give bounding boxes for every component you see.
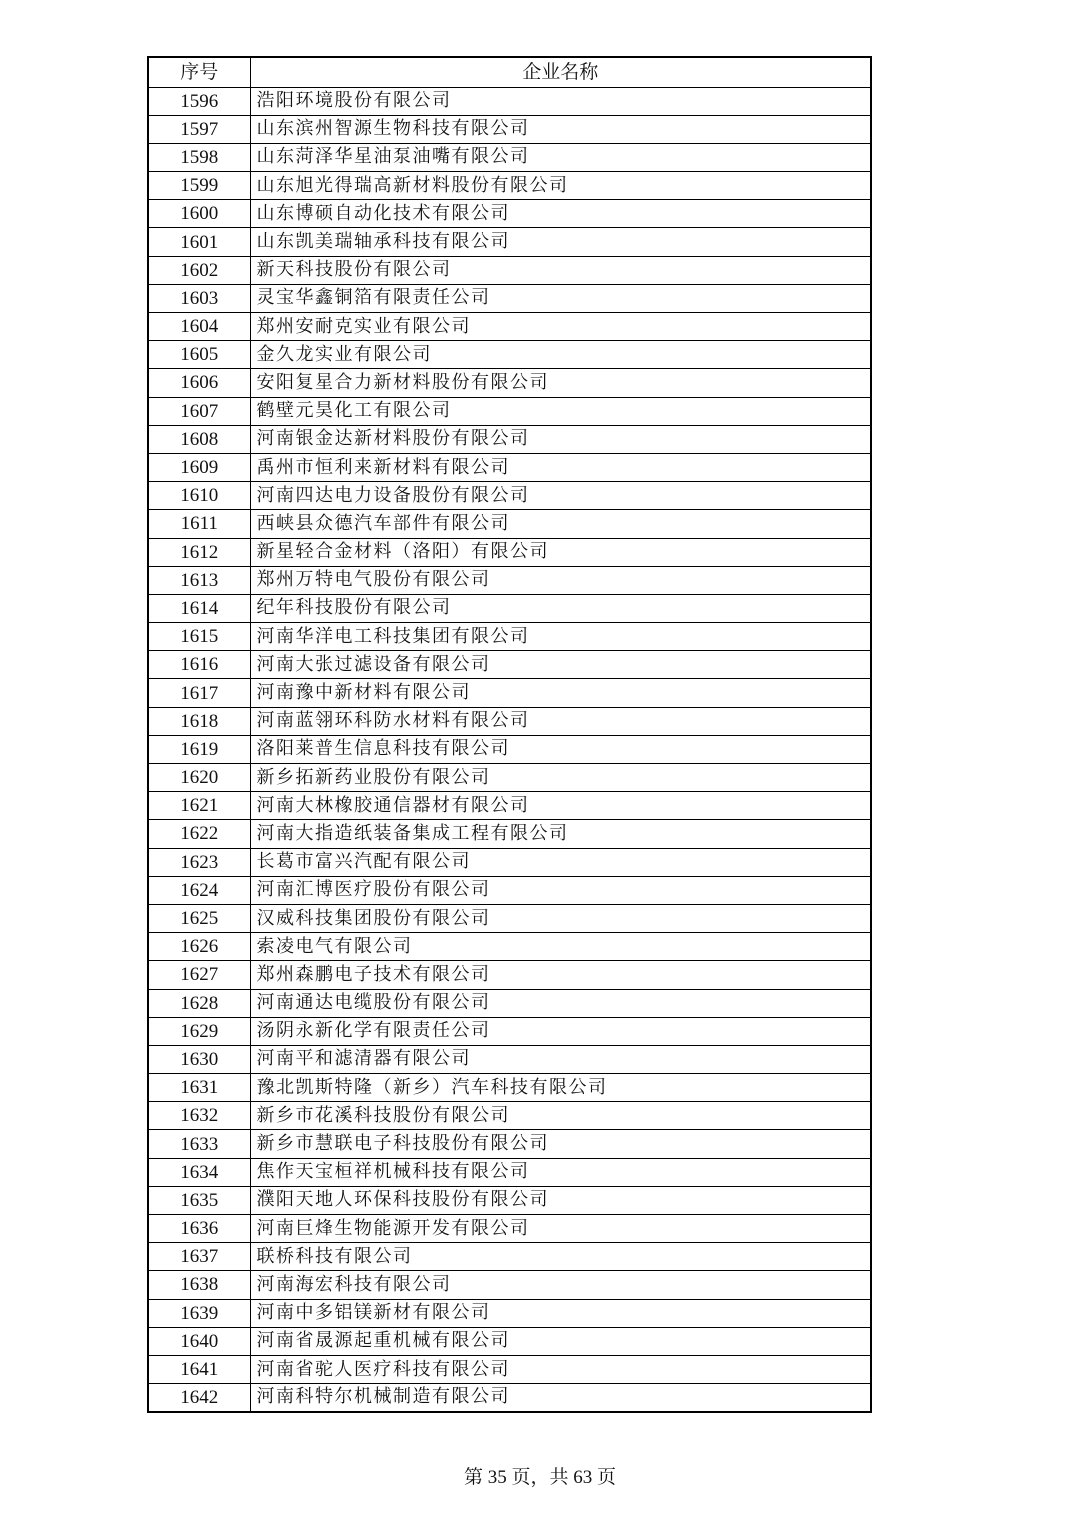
company-name-cell: 纪年科技股份有限公司	[250, 594, 871, 622]
company-name-cell: 豫北凯斯特隆（新乡）汽车科技有限公司	[250, 1074, 871, 1102]
serial-number-cell: 1604	[148, 313, 250, 341]
serial-number-cell: 1606	[148, 369, 250, 397]
serial-number-cell: 1610	[148, 482, 250, 510]
serial-number-cell: 1603	[148, 284, 250, 312]
table-row	[148, 341, 871, 369]
serial-number-cell: 1635	[148, 1186, 250, 1214]
serial-number-cell: 1611	[148, 510, 250, 538]
table-row	[148, 1243, 871, 1271]
serial-number-cell: 1599	[148, 172, 250, 200]
table-row	[148, 566, 871, 594]
table-row	[148, 1130, 871, 1158]
company-name-cell: 河南大林橡胶通信器材有限公司	[250, 792, 871, 820]
table-row	[148, 313, 871, 341]
company-name-cell: 山东博硕自动化技术有限公司	[250, 200, 871, 228]
company-name-cell: 联桥科技有限公司	[250, 1243, 871, 1271]
company-name-cell: 西峡县众德汽车部件有限公司	[250, 510, 871, 538]
header-company-name: 企业名称	[250, 57, 871, 87]
table-row	[148, 1102, 871, 1130]
table-row	[148, 1355, 871, 1383]
serial-number-cell: 1636	[148, 1215, 250, 1243]
table-row	[148, 933, 871, 961]
company-name-cell: 新天科技股份有限公司	[250, 256, 871, 284]
company-name-cell: 山东滨州智源生物科技有限公司	[250, 115, 871, 143]
table-row	[148, 904, 871, 932]
serial-number-cell: 1619	[148, 735, 250, 763]
company-name-cell: 焦作天宝桓祥机械科技有限公司	[250, 1158, 871, 1186]
company-name-cell: 洛阳莱普生信息科技有限公司	[250, 735, 871, 763]
table-row	[148, 284, 871, 312]
company-name-cell: 河南华洋电工科技集团有限公司	[250, 623, 871, 651]
company-name-cell: 河南汇博医疗股份有限公司	[250, 876, 871, 904]
table-row	[148, 1017, 871, 1045]
company-name-cell: 河南通达电缆股份有限公司	[250, 989, 871, 1017]
company-name-cell: 河南科特尔机械制造有限公司	[250, 1384, 871, 1412]
table-row	[148, 707, 871, 735]
company-name-cell: 索凌电气有限公司	[250, 933, 871, 961]
serial-number-cell: 1621	[148, 792, 250, 820]
table-row	[148, 651, 871, 679]
company-name-cell: 新乡拓新药业股份有限公司	[250, 764, 871, 792]
serial-number-cell: 1616	[148, 651, 250, 679]
table-row	[148, 538, 871, 566]
table-row	[148, 453, 871, 481]
table-row	[148, 1271, 871, 1299]
table-header-row	[148, 57, 871, 87]
serial-number-cell: 1639	[148, 1299, 250, 1327]
serial-number-cell: 1620	[148, 764, 250, 792]
company-name-cell: 濮阳天地人环保科技股份有限公司	[250, 1186, 871, 1214]
company-name-cell: 郑州万特电气股份有限公司	[250, 566, 871, 594]
serial-number-cell: 1633	[148, 1130, 250, 1158]
table-row	[148, 1186, 871, 1214]
company-name-cell: 金久龙实业有限公司	[250, 341, 871, 369]
table-row	[148, 1045, 871, 1073]
table-row	[148, 510, 871, 538]
table-row	[148, 1158, 871, 1186]
company-name-cell: 山东旭光得瑞高新材料股份有限公司	[250, 172, 871, 200]
table-row	[148, 228, 871, 256]
company-name-cell: 汤阴永新化学有限责任公司	[250, 1017, 871, 1045]
company-name-cell: 河南巨烽生物能源开发有限公司	[250, 1215, 871, 1243]
table-row	[148, 369, 871, 397]
serial-number-cell: 1638	[148, 1271, 250, 1299]
company-list-table	[147, 56, 872, 1413]
serial-number-cell: 1601	[148, 228, 250, 256]
table-row	[148, 735, 871, 763]
company-name-cell: 河南豫中新材料有限公司	[250, 679, 871, 707]
serial-number-cell: 1630	[148, 1045, 250, 1073]
company-name-cell: 河南蓝翎环科防水材料有限公司	[250, 707, 871, 735]
table-row	[148, 1215, 871, 1243]
serial-number-cell: 1613	[148, 566, 250, 594]
table-row	[148, 482, 871, 510]
company-name-cell: 河南省晟源起重机械有限公司	[250, 1327, 871, 1355]
company-name-cell: 郑州安耐克实业有限公司	[250, 313, 871, 341]
serial-number-cell: 1627	[148, 961, 250, 989]
serial-number-cell: 1608	[148, 425, 250, 453]
company-name-cell: 浩阳环境股份有限公司	[250, 87, 871, 115]
serial-number-cell: 1637	[148, 1243, 250, 1271]
company-name-cell: 安阳复星合力新材料股份有限公司	[250, 369, 871, 397]
table-row	[148, 256, 871, 284]
company-name-cell: 郑州森鹏电子技术有限公司	[250, 961, 871, 989]
serial-number-cell: 1607	[148, 397, 250, 425]
table-row	[148, 397, 871, 425]
table-body	[148, 87, 871, 1412]
serial-number-cell: 1626	[148, 933, 250, 961]
company-name-cell: 新乡市慧联电子科技股份有限公司	[250, 1130, 871, 1158]
company-name-cell: 禹州市恒利来新材料有限公司	[250, 453, 871, 481]
serial-number-cell: 1642	[148, 1384, 250, 1412]
serial-number-cell: 1597	[148, 115, 250, 143]
company-name-cell: 河南海宏科技有限公司	[250, 1271, 871, 1299]
company-name-cell: 鹤壁元昊化工有限公司	[250, 397, 871, 425]
serial-number-cell: 1628	[148, 989, 250, 1017]
page-footer: 第 35 页，共 63 页	[463, 1467, 616, 1488]
company-name-cell: 山东菏泽华星油泵油嘴有限公司	[250, 143, 871, 171]
table-row	[148, 848, 871, 876]
company-name-cell: 长葛市富兴汽配有限公司	[250, 848, 871, 876]
serial-number-cell: 1612	[148, 538, 250, 566]
serial-number-cell: 1618	[148, 707, 250, 735]
table-row	[148, 764, 871, 792]
table-row	[148, 87, 871, 115]
table-row	[148, 115, 871, 143]
table-row	[148, 1074, 871, 1102]
table-row	[148, 1327, 871, 1355]
table-row	[148, 594, 871, 622]
company-name-cell: 河南省驼人医疗科技有限公司	[250, 1355, 871, 1383]
serial-number-cell: 1602	[148, 256, 250, 284]
table-row	[148, 679, 871, 707]
table-row	[148, 1384, 871, 1412]
company-name-cell: 灵宝华鑫铜箔有限责任公司	[250, 284, 871, 312]
serial-number-cell: 1632	[148, 1102, 250, 1130]
company-name-cell: 新星轻合金材料（洛阳）有限公司	[250, 538, 871, 566]
company-name-cell: 河南中多铝镁新材有限公司	[250, 1299, 871, 1327]
table-row	[148, 425, 871, 453]
serial-number-cell: 1624	[148, 876, 250, 904]
serial-number-cell: 1609	[148, 453, 250, 481]
serial-number-cell: 1622	[148, 820, 250, 848]
company-name-cell: 河南平和滤清器有限公司	[250, 1045, 871, 1073]
serial-number-cell: 1598	[148, 143, 250, 171]
serial-number-cell: 1641	[148, 1355, 250, 1383]
serial-number-cell: 1623	[148, 848, 250, 876]
header-serial-number: 序号	[148, 57, 250, 87]
company-name-cell: 河南四达电力设备股份有限公司	[250, 482, 871, 510]
company-name-cell: 河南大张过滤设备有限公司	[250, 651, 871, 679]
company-name-cell: 山东凯美瑞轴承科技有限公司	[250, 228, 871, 256]
company-name-cell: 汉威科技集团股份有限公司	[250, 904, 871, 932]
table-row	[148, 200, 871, 228]
table-row	[148, 143, 871, 171]
serial-number-cell: 1640	[148, 1327, 250, 1355]
company-name-cell: 新乡市花溪科技股份有限公司	[250, 1102, 871, 1130]
table-row	[148, 623, 871, 651]
serial-number-cell: 1600	[148, 200, 250, 228]
serial-number-cell: 1629	[148, 1017, 250, 1045]
table-row	[148, 820, 871, 848]
serial-number-cell: 1614	[148, 594, 250, 622]
serial-number-cell: 1596	[148, 87, 250, 115]
table-row	[148, 961, 871, 989]
serial-number-cell: 1615	[148, 623, 250, 651]
serial-number-cell: 1617	[148, 679, 250, 707]
serial-number-cell: 1634	[148, 1158, 250, 1186]
table-row	[148, 792, 871, 820]
table-row	[148, 1299, 871, 1327]
company-name-cell: 河南银金达新材料股份有限公司	[250, 425, 871, 453]
serial-number-cell: 1625	[148, 904, 250, 932]
table-row	[148, 989, 871, 1017]
table-row	[148, 172, 871, 200]
serial-number-cell: 1631	[148, 1074, 250, 1102]
serial-number-cell: 1605	[148, 341, 250, 369]
company-name-cell: 河南大指造纸装备集成工程有限公司	[250, 820, 871, 848]
table-row	[148, 876, 871, 904]
